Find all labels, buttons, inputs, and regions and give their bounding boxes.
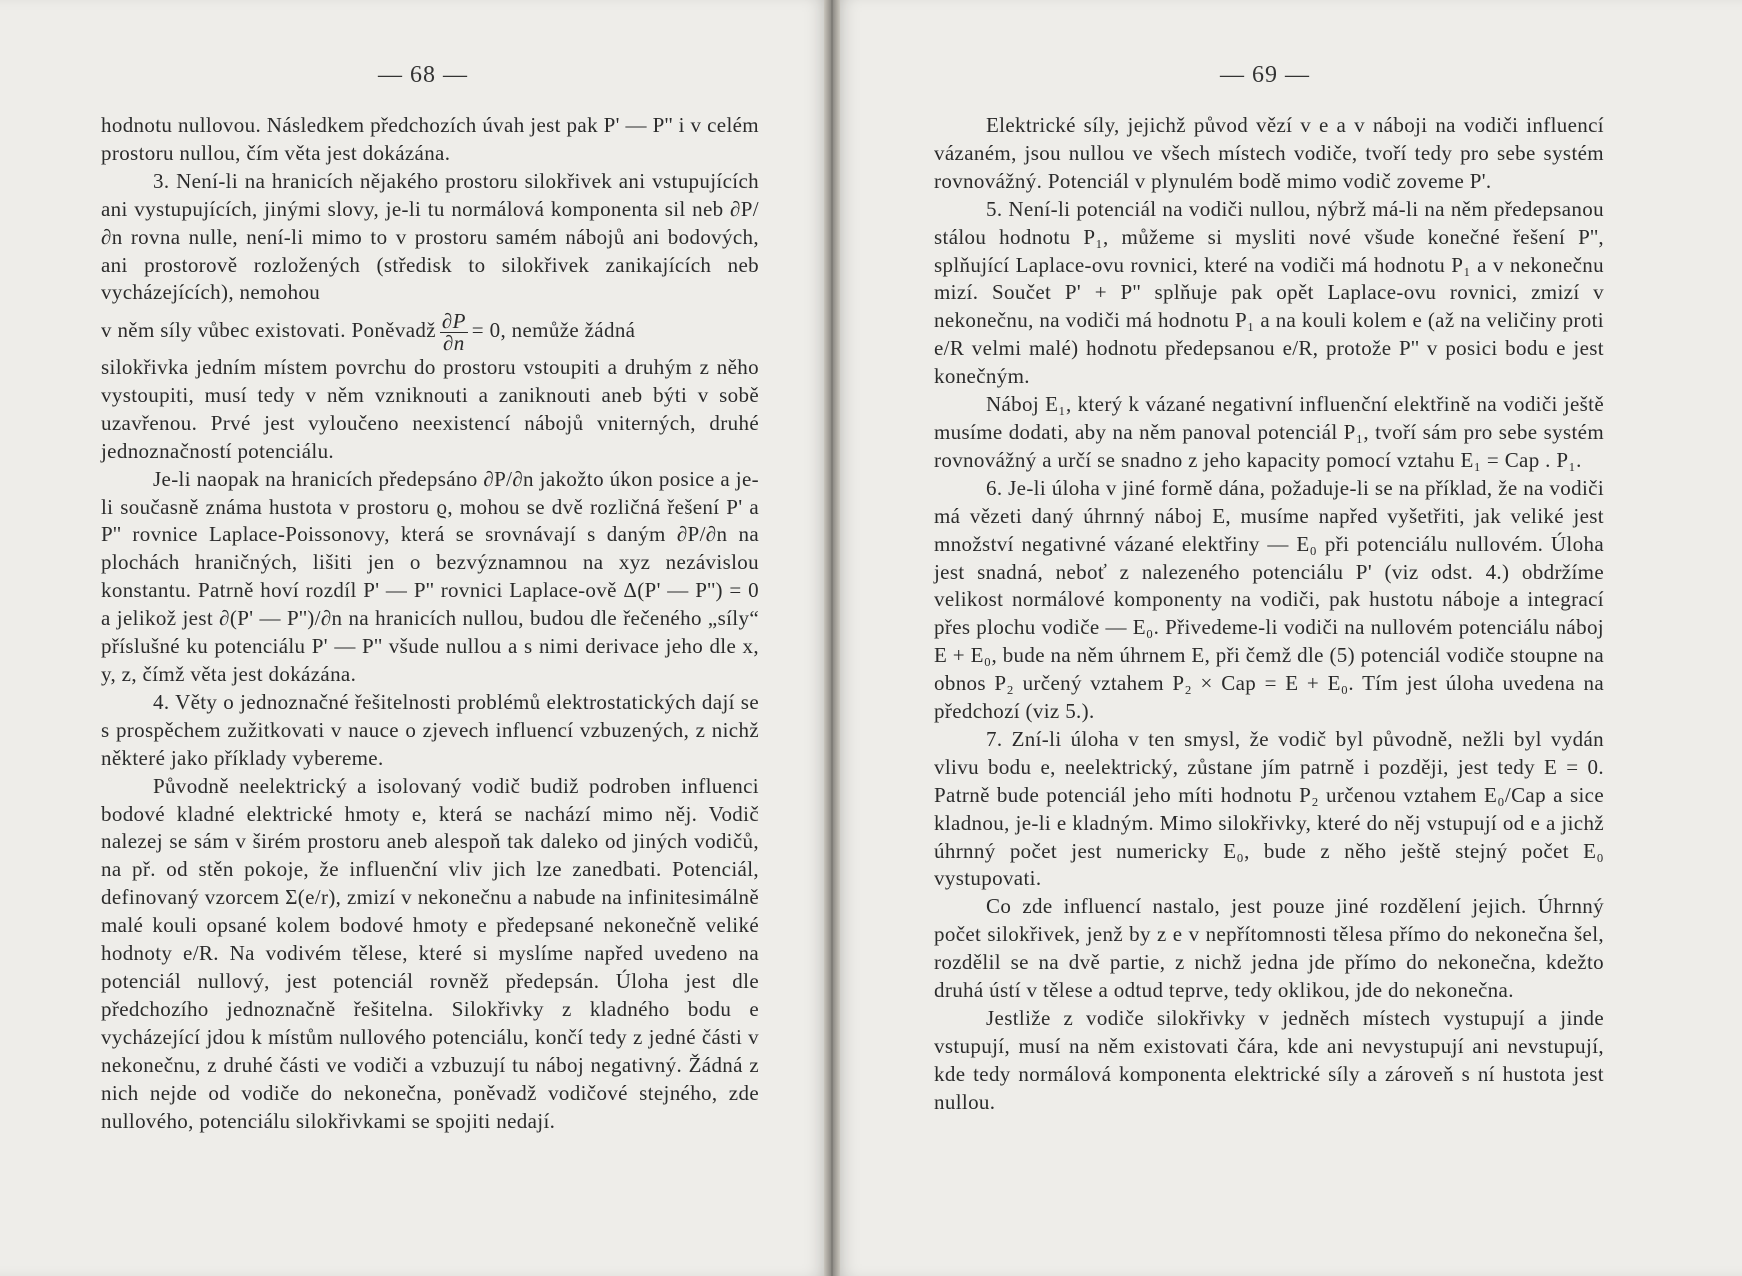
fraction-dp-dn xyxy=(440,311,468,354)
paragraph: 3. Není-li na hranicích nějakého prostoru silokřivek ani vstupujících ani vystupujících, jinými slovy, je-li tu normálová komponenta sil neb ∂P/∂n rovna nulle, není-li mimo to v prostoru samém nábojů ani bodových, ani prostorově rozložených (středisk to silokřivek zanikajících neb vycházejících), nemohou xyxy=(101,168,759,305)
paragraph: Co zde influencí nastalo, jest pouze jiné rozdělení jejich. Úhrnný počet silokřivek, jenž by z e v nepřítomnosti tělesa přímo do nekonečna šel, rozdělil se na dvě partie, z nichž jedna jde přímo do nekonečna, kdežto druhá ústí v tělese a odtud teprve, tedy oklikou, jde do nekonečna. xyxy=(934,894,1604,1003)
paragraph: 4. Věty o jednoznačné řešitelnosti problémů elektrostatických dají se s prospěchem zužitkovati v nauce o zjevech influencí vzbuzených, z nichž některé jako příklady vybereme. xyxy=(101,689,759,770)
paragraph: 5. Není-li potenciál na vodiči nullou, nýbrž má-li na něm předepsanou stálou hodnotu P₁, můžeme si mysliti nové všude konečné řešení P'', splňující Laplace-ovu rovnici, které na vodiči má hodnotu P₁ a v nekonečnu mizí. Součet P' + P'' splňuje pak opět Laplace-ovu rovnici, zmizí v nekonečnu, na vodiči má hodnotu P₁ a na kouli kolem e (až na veličiny proti e/R velmi malé) hodnotu předepsanou e/R, protože P'' v posici bodu e jest konečným. xyxy=(934,196,1604,389)
paragraph: Náboj E₁, který k vázané negativní influenční elektřině na vodiči ještě musíme dodati, aby na něm panoval potenciál P₁, tvoří sám pro sebe systém rovnovážný a určí se snadno z jeho kapacity pomocí vztahu E₁ = Cap . P₁. xyxy=(934,392,1604,472)
paragraph: silokřivka jedním místem povrchu do prostoru vstoupiti a druhým z něho vystoupiti, musí tedy v něm vzniknouti a zaniknouti aneb býti v sobě uzavřenou. Prvé jest vyloučeno neexistencí nábojů vniterných, druhé jednoznačností potenciálu. xyxy=(101,355,759,463)
paragraph: 6. Je-li úloha v jiné formě dána, požaduje-li se na příklad, že na vodiči má vězeti daný úhrnný náboj E, musíme napřed vyšetřiti, jak veliké jest množství negativné vázané elektřiny — E₀ při potenciálu nullovém. Úloha jest snadná, neboť z nalezeného potenciálu P' (viz odst. 4.) obdržíme velikost normálové komponenty na vodiči, pak hustotu náboje a integrací přes plochu vodiče — E₀. Přivedeme-li vodiči na nullovém potenciálu náboj E + E₀, bude na něm úhrnem E, při čemž dle (5) potenciál vodiče stoupne na obnos P₂ určený vztahem P₂ × Cap = E + E₀. Tím jest úloha uvedena na předchozí (viz 5.). xyxy=(934,475,1604,724)
right-page xyxy=(832,0,1742,1276)
paragraph: Je-li naopak na hranicích předepsáno ∂P/∂n jakožto úkon posice a je-li současně známa hustota v prostoru ϱ, mohou se dvě rozličná řešení P' a P'' rovnice Laplace-Poissonovy, která se srovnávají s daným ∂P/∂n na plochách hraničných, lišiti jen o bezvýznamnou na xyz nezávislou konstantu. Patrně hoví rozdíl P' — P'' rovnici Laplace-ově Δ(P' — P'') = 0 a jelikož jest ∂(P' — P'')/∂n na hranicích nullou, budou dle řečeného „síly“ příslušné ku potenciálu P' — P'' všude nullou a s nimi derivace jeho dle x, y, z, čímž věta jest dokázána. xyxy=(101,466,759,686)
paragraph: Původně neelektrický a isolovaný vodič budiž podroben influenci bodové kladné elektrické hmoty e, která se nachází mimo něj. Vodič nalezej se sám v širém prostoru aneb alespoň tak daleko od jiných vodičů, na př. od stěn pokoje, že influenční vliv jich lze zanedbati. Potenciál, definovaný vzorcem Σ(e/r), zmizí v nekonečnu a nabude na infinitesimálně malé kouli opsané kolem bodové hmoty e předepsané nekonečně veliké hodnoty e/R. Na vodivém tělese, které si myslíme napřed uvedeno na potenciál nullový, jest potenciál rovněž předepsán. Úloha jest dle předchozího jednoznačně řešitelna. Silokřivky z kladného bodu e vycházející jdou k místům nullového potenciálu, končí tedy z jedné části v nekonečnu, z druhé části ve vodiči a vzbuzují tu náboj negativný. Žádná z nich nejde od vodiče do nekonečna, poněvadž vodičové stejného, zde nullového, potenciálu silokřivkami se spojiti nedají. xyxy=(101,773,759,1133)
fraction-numerator: ∂P xyxy=(441,309,466,334)
page-text xyxy=(934,112,1604,1117)
fraction-denominator: ∂n xyxy=(443,331,465,356)
text-segment: = 0, nemůže žádná xyxy=(471,318,636,343)
paragraph: 7. Zní-li úloha v ten smysl, že vodič byl původně, nežli byl vydán vlivu bodu e, neelektrický, zůstane jím patrně i později, jest tedy E = 0. Patrně bude potenciál jeho míti hodnotu P₂ určenou vztahem E₀/Cap a sice kladnou, je-li e kladným. Mimo silokřivky, které do něj vstupují od e a jichž úhrnný počet jest numericky E₀, bude z něho ještě stejný počet E₀ vystupovati. xyxy=(934,726,1604,891)
book-gutter xyxy=(824,0,840,1276)
paragraph: Elektrické síly, jejichž původ vězí v e a v náboji na vodiči influencí vázaném, jsou nullou ve všech místech vodiče, tvoří tedy pro sebe systém rovnovážný. Potenciál v plynulém bodě mimo vodič zoveme P'. xyxy=(934,113,1604,193)
page-number: — 69 — xyxy=(1220,62,1310,88)
left-page xyxy=(0,0,832,1276)
paragraph: hodnotu nullovou. Následkem předchozích úvah jest pak P' — P'' i v celém prostoru nullou, čím věta jest dokázána. xyxy=(101,113,759,165)
page-text xyxy=(101,112,759,1135)
paragraph-with-fraction xyxy=(101,307,759,354)
text-segment: v něm síly vůbec existovati. Poněvadž xyxy=(101,318,436,343)
page-number: — 68 — xyxy=(378,62,468,88)
paragraph: Jestliže z vodiče silokřivky v jedněch místech vystupují a jinde vstupují, musí na něm existovati čára, kde ani nevystupují ani nevstupují, kde tedy normálová komponenta elektrické síly a zároveň s ní hustota jest nullou. xyxy=(934,1006,1604,1114)
